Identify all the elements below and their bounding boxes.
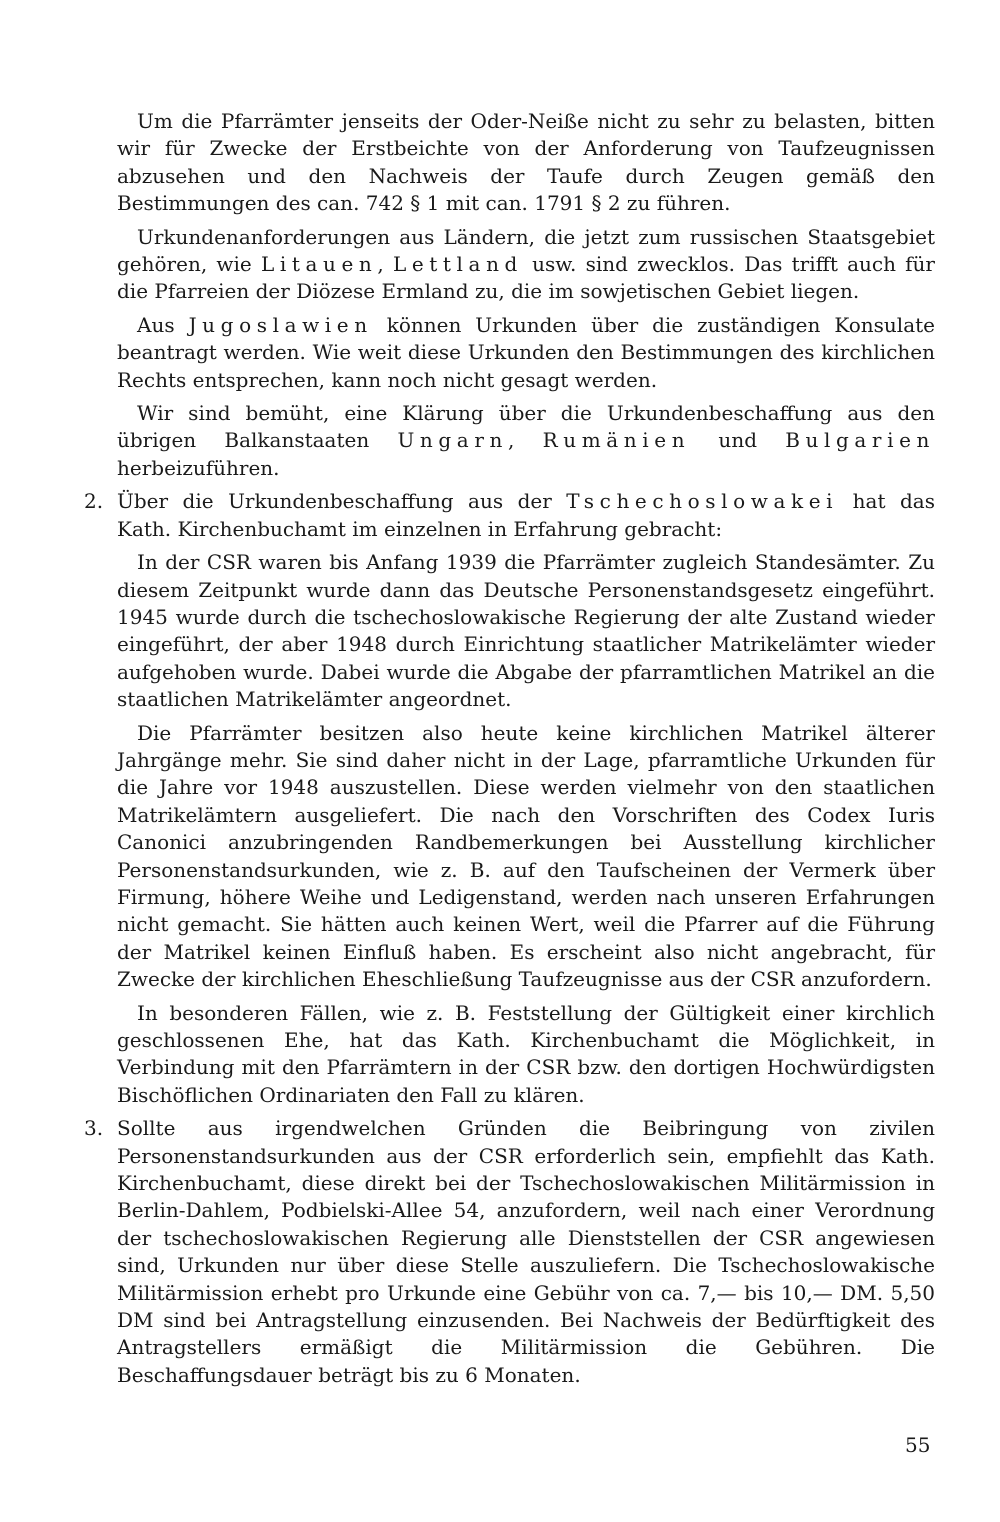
item-2-lead: 2. Über die Urkundenbeschaffung aus der Tschechoslowakei hat das Kath. Kirchenbuchamt im einzelnen in Erfahrung gebracht:: [84, 489, 935, 541]
text-span: Urkundenanforderungen aus Ländern, die jetzt zum russischen Staatsgebiet gehören, wie: [117, 224, 935, 277]
text-span: und: [690, 428, 786, 453]
text-span: Wir sind bemüht, eine Klärung über die Urkundenbeschaffung aus den übrigen Balkanstaaten: [117, 401, 935, 453]
paragraph-erstbeichte: Um die Pfarrämter jenseits der Oder-Neiße nicht zu sehr zu belasten, bitten wir für Zwecke der Erstbeichte von der Anforderung von Taufzeugnissen abzusehen und den Nachweis der Taufe durch Zeugen gemäß den Bestimmungen des can. 742 § 1 mit can. 1791 § 2 zu führen.: [117, 109, 935, 216]
text-column: [84, 108, 936, 1395]
text-span: hat das Kath. Kirchenbuchamt im einzelnen in Erfahrung gebracht:: [117, 489, 935, 541]
item-3-paragraph: 3. Sollte aus irgendwelchen Gründen die Beibringung von zivilen Personenstandsurkunden aus der CSR erforderlich sein, empfiehlt das Kath. Kirchenbuchamt, diese direkt bei der Tschechoslowakischen Militärmission in Berlin-Dahlem, Podbielski-Allee 54, anzufordern, weil nach einer Verordnung der tschechoslowakischen Regierung alle Dienststellen der CSR angewiesen sind, Urkunden nur über diese Stelle auszuliefern. Die Tschechoslowakische Militärmission erhebt pro Urkunde eine Gebühr von ca. 7,— bis 10,— DM. 5,50 DM sind bei Antragstellung einzusenden. Bei Nachweis der Bedürftigkeit des Antragstellers ermäßigt die Militärmission die Gebühren. Die Beschaffungsdauer beträgt bis zu 6 Monaten.: [84, 1116, 935, 1387]
country-litauen: Litauen: [260, 252, 378, 277]
text-span: können Urkunden über die zuständigen Konsulate beantragt werden. Wie weit diese Urkunden den Bestimmungen des kirchlichen Rechts entsprechen, kann noch nicht gesagt werden.: [117, 312, 935, 392]
paragraph-matrikel: Die Pfarrämter besitzen also heute keine kirchlichen Matrikel älterer Jahrgänge mehr. Sie sind daher nicht in der Lage, pfarramtliche Urkunden für die Jahre vor 1948 auszustellen. Diese werden vielmehr von den staatlichen Matrikelämtern ausgeliefert. Die nach den Vorschriften des Codex Iuris Canonici anzubringenden Randbemerkungen bei Ausstellung kirchlicher Personenstandsurkunden, wie z. B. auf den Taufscheinen der Vermerk über Firmung, höhere Weihe und Ledigenstand, werden nach unseren Erfahrungen nicht gemacht. Sie hätten auch keinen Wert, weil die Pfarrer auf die Führung der Matrikel keinen Einfluß haben. Es erscheint also nicht angebracht, für Zwecke der kirchlichen Eheschließung Taufzeugnisse aus der CSR anzufordern.: [117, 720, 935, 992]
text-span: usw. sind zwecklos. Das trifft auch für die Pfarreien der Diözese Ermland zu, die im sowjetischen Gebiet liegen.: [117, 252, 935, 304]
country-bulgarien: Bulgarien: [785, 428, 936, 453]
country-ungarn: Ungarn: [397, 428, 508, 453]
text-span: Über die Urkundenbeschaffung aus der: [117, 489, 567, 514]
country-jugoslawien: Jugoslawien: [188, 312, 373, 337]
country-rumaenien: Rumänien: [542, 428, 691, 453]
country-lettland: Lettland: [392, 252, 523, 277]
paragraph-balkanstaaten: [117, 400, 935, 482]
text-span: Sollte aus irgendwelchen Gründen die Beibringung von zivilen Personenstandsurkunden aus der CSR erforderlich sein, empfiehlt das Kath. Kirchenbuchamt, diese direkt bei der Tschechoslowakischen Militärmission in Berlin-Dahlem, Podbielski-Allee 54, anzufordern, weil nach einer Verordnung der tschechoslowakischen Regierung alle Dienststellen der CSR angewiesen sind, Urkunden nur über diese Stelle auszuliefern. Die Tschechoslowakische Militärmission erhebt pro Urkunde eine Gebühr von ca. 7,— bis 10,— DM. 5,50 DM sind bei Antragstellung einzusenden. Bei Nachweis der Bedürftigkeit des Antragstellers ermäßigt die Militärmission die Gebühren. Die Beschaffungsdauer beträgt bis zu 6 Monaten.: [117, 1116, 935, 1387]
text-span: herbeizuführen.: [117, 455, 280, 480]
page-number: 55: [905, 1433, 931, 1457]
country-tschechoslowakei: Tschechoslowakei: [566, 489, 839, 514]
paragraph-jugoslawien: [117, 312, 935, 394]
paragraph-besondere-faelle: In besonderen Fällen, wie z. B. Feststellung der Gültigkeit einer kirchlich geschlossenen Ehe, hat das Kath. Kirchenbuchamt die Möglichkeit, in Verbindung mit den Pfarrämtern in der CSR bzw. den dortigen Hochwürdigsten Bischöflichen Ordinariaten den Fall zu klären.: [117, 1000, 935, 1107]
text-span: ,: [377, 252, 393, 277]
text-span: ,: [507, 428, 543, 453]
text-span: Aus: [137, 312, 189, 337]
paragraph-csr-standesaemter: In der CSR waren bis Anfang 1939 die Pfarrämter zugleich Standesämter. Zu diesem Zeitpunkt wurde dann das Deutsche Personenstandsgesetz eingeführt. 1945 wurde durch die tschechoslowakische Regierung der alte Zustand wieder eingeführt, der aber 1948 durch Einrichtung staatlicher Matrikelämter wieder aufgehoben wurde. Dabei wurde die Abgabe der pfarramtlichen Matrikel an die staatlichen Matrikelämter angeordnet.: [117, 550, 935, 712]
paragraph-russisches-staatsgebiet: [117, 224, 935, 306]
